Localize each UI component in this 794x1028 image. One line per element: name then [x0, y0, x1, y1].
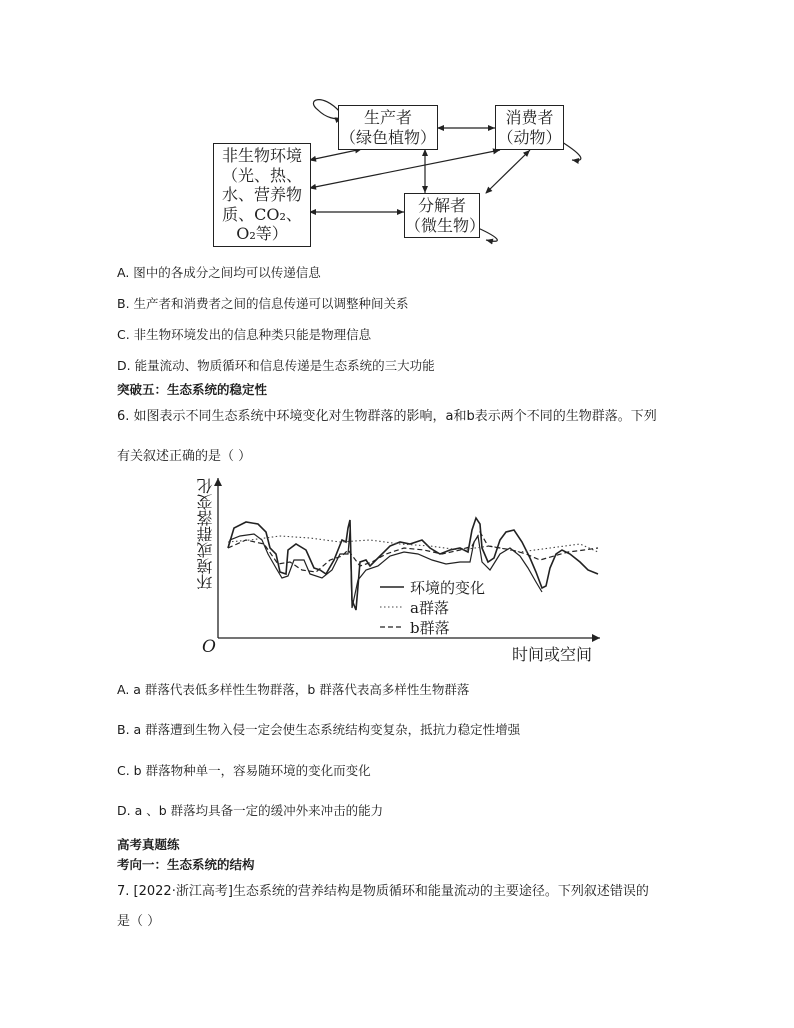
abiotic-line: O₂等） [236, 224, 288, 243]
legend-label-b: b群落 [410, 619, 450, 637]
section-gaokao: 高考真题练 [117, 837, 180, 852]
legend [380, 587, 404, 627]
abiotic-line: 水、营养物 [221, 185, 302, 204]
legend-label-a: a群落 [410, 599, 449, 617]
chart-svg [190, 470, 620, 665]
decomposer-box [404, 193, 486, 238]
q7-stem-line2: 是（ ） [117, 914, 161, 929]
q5-option-a: A. 图中的各成分之间均可以传递信息 [117, 265, 321, 280]
series-a [228, 536, 598, 552]
q6-option-a: A. a 群落代表低多样性生物群落，b 群落代表高多样性生物群落 [117, 682, 470, 697]
q6-option-b: B. a 群落遭到生物入侵一定会使生态系统结构变复杂，抵抗力稳定性增强 [117, 722, 521, 737]
abiotic-line: 非生物环境 [221, 146, 302, 165]
consumer-box [495, 105, 564, 150]
legend-label-environment: 环境的变化 [410, 579, 486, 597]
producer-label: 生产者 [363, 108, 412, 127]
series-b [228, 532, 598, 572]
q5-option-c: C. 非生物环境发出的信息种类只能是物理信息 [117, 327, 372, 342]
decomposer-label: 分解者 [417, 196, 466, 215]
producer-box [338, 105, 438, 150]
section-kaoxiang-1: 考向一：生态系统的结构 [117, 857, 255, 872]
abiotic-box [213, 143, 311, 247]
q6-option-d: D. a 、b 群落均具备一定的缓冲外来冲击的能力 [117, 803, 384, 818]
x-axis-label: 时间或空间 [512, 645, 593, 664]
abiotic-line: 质、CO₂、 [222, 204, 302, 224]
section-title: 突破五：生态系统的稳定性 [117, 382, 268, 397]
y-axis-label: 环境或群落变化 [196, 478, 215, 590]
decomposer-sublabel: （微生物） [405, 216, 486, 235]
q6-stem-line2: 有关叙述正确的是（ ） [117, 449, 252, 464]
abiotic-line: （光、热、 [221, 165, 302, 185]
origin-label: O [202, 637, 216, 657]
producer-sublabel: （绿色植物） [339, 128, 436, 147]
q7-stem-line1: 7. [2022·浙江高考]生态系统的营养结构是物质循环和能量流动的主要途径。下列叙述错误的 [117, 884, 649, 899]
q6-option-c: C. b 群落物种单一，容易随环境的变化而变化 [117, 763, 371, 778]
q6-stem-line1: 6. 如图表示不同生态系统中环境变化对生物群落的影响，a和b表示两个不同的生物群落。下列 [117, 409, 657, 424]
q5-option-b: B. 生产者和消费者之间的信息传递可以调整种间关系 [117, 296, 409, 311]
consumer-label: 消费者 [505, 108, 554, 127]
consumer-sublabel: （动物） [497, 128, 562, 147]
q5-option-d: D. 能量流动、物质循环和信息传递是生态系统的三大功能 [117, 358, 435, 373]
